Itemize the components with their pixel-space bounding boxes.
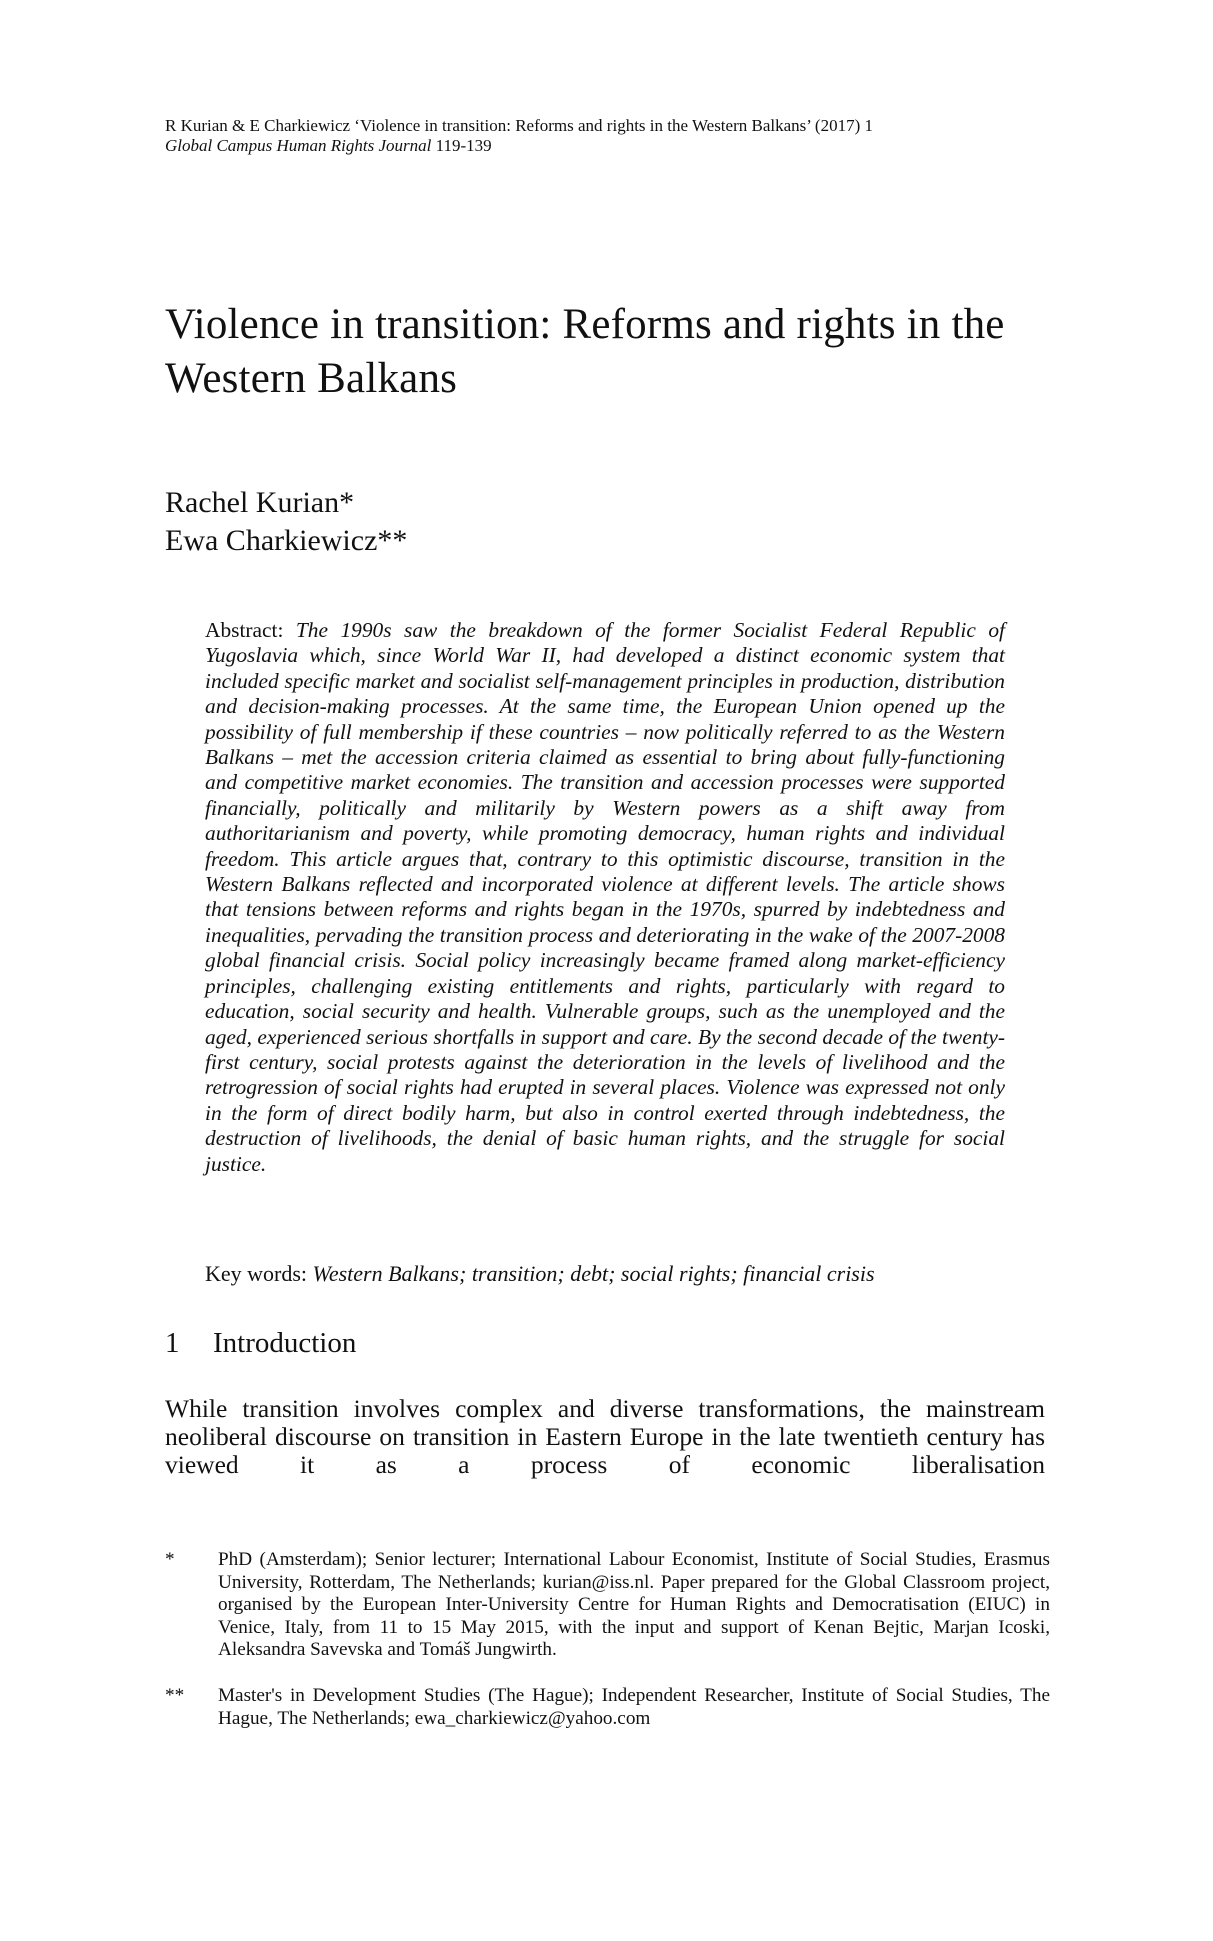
abstract-label: Abstract: [205, 618, 284, 642]
running-header [165, 116, 1050, 156]
keywords-label: Key words: [205, 1261, 308, 1286]
article-title: Violence in transition: Reforms and rights in the Western Balkans [165, 301, 1005, 402]
section-title: Introduction [213, 1327, 357, 1359]
footnote-1-text: PhD (Amsterdam); Senior lecturer; International Labour Economist, Institute of Social Studies, Erasmus University, Rotterdam, The Netherlands; kurian@iss.nl. Paper prepared for the Global Classroom project, organised by the European Inter-University Centre for Human Rights and Democratisation (EIUC) in Venice, Italy, from 11 to 15 May 2015, with the input and support of Kenan Bejtic, Marjan Icoski, Aleksandra Savevska and Tomáš Jungwirth. [218, 1549, 1050, 1661]
header-citation: R Kurian & E Charkiewicz ‘Violence in transition: Reforms and rights in the Western Balkans’ (2017) 1 [165, 116, 873, 135]
keywords-text: Western Balkans; transition; debt; social rights; financial crisis [312, 1261, 875, 1286]
footnote-2 [165, 1685, 1050, 1730]
header-pages: 119-139 [435, 136, 492, 155]
author-list [165, 484, 865, 560]
keywords [205, 1261, 1005, 1287]
footnote-1 [165, 1549, 1050, 1662]
abstract-text: The 1990s saw the breakdown of the former Socialist Federal Republic of Yugoslavia which, since World War II, had developed a distinct economic system that included specific market and socialist self-management principles in production, distribution and decision-making processes. At the same time, the European Union opened up the possibility of full membership if these countries – now politically referred to as the Western Balkans – met the accession criteria claimed as essential to bring about fully-functioning and competitive market economies. The transition and accession processes were supported financially, politically and militarily by Western powers as a shift away from authoritarianism and poverty, while promoting democracy, human rights and individual freedom. This article argues that, contrary to this optimistic discourse, transition in the Western Balkans reflected and incorporated violence at different levels. The article shows that tensions between reforms and rights began in the 1970s, spurred by indebtedness and inequalities, pervading the transition process and deteriorating in the wake of the 2007-2008 global financial crisis. Social policy increasingly became framed along market-efficiency principles, challenging existing entitlements and rights, particularly with regard to education, social security and health. Vulnerable groups, such as the unemployed and the aged, experienced serious shortfalls in support and care. By the second decade of the twenty-first century, social protests against the deterioration in the levels of livelihood and the retrogression of social rights had erupted in several places. Violence was expressed not only in the form of direct bodily harm, but also in control exerted through indebtedness, the destruction of livelihoods, the denial of basic human rights, and the struggle for social justice. [205, 618, 1005, 1176]
footnote-2-text: Master's in Development Studies (The Hague); Independent Researcher, Institute of Social Studies, The Hague, The Netherlands; ewa_charkiewicz@yahoo.com [218, 1685, 1050, 1729]
author-2: Ewa Charkiewicz** [165, 524, 408, 557]
header-journal: Global Campus Human Rights Journal [165, 136, 432, 155]
author-1: Rachel Kurian* [165, 486, 355, 519]
abstract [205, 618, 1005, 1177]
footnote-1-mark: * [165, 1549, 175, 1570]
header-journal-line [165, 136, 1050, 156]
section-heading-introduction [165, 1326, 356, 1360]
intro-paragraph: While transition involves complex and diverse transformations, the mainstream neoliberal discourse on transition in Eastern Europe in the late twentieth century has viewed it as a process of economic liberalisation [165, 1394, 1045, 1479]
footnote-2-mark: ** [165, 1685, 185, 1706]
section-number: 1 [165, 1327, 180, 1359]
